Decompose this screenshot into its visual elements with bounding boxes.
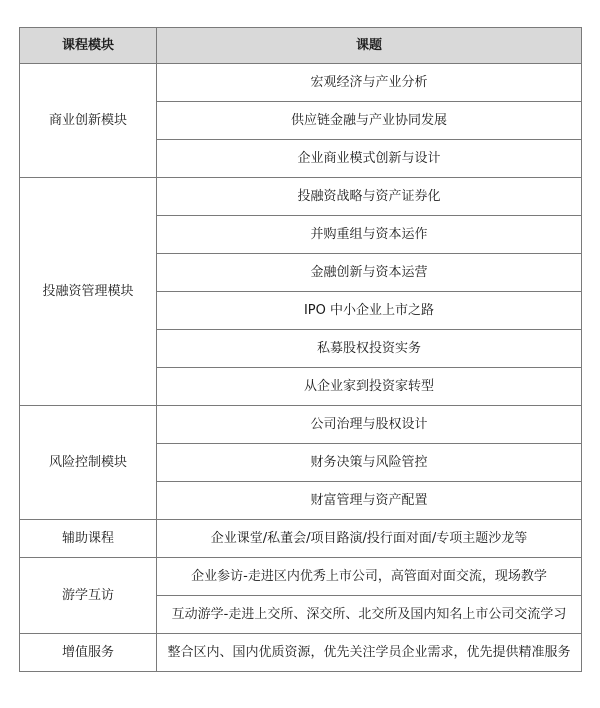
module-cell: 增值服务 (20, 634, 157, 672)
module-cell: 游学互访 (20, 558, 157, 634)
header-topic: 课题 (157, 28, 582, 64)
topic-cell: IPO 中小企业上市之路 (157, 292, 582, 330)
topic-cell: 并购重组与资本运作 (157, 216, 582, 254)
topic-cell: 金融创新与资本运营 (157, 254, 582, 292)
topic-cell: 企业参访-走进区内优秀上市公司，高管面对面交流，现场教学 (157, 558, 582, 596)
topic-cell: 投融资战略与资产证券化 (157, 178, 582, 216)
topic-cell: 私募股权投资实务 (157, 330, 582, 368)
header-row (20, 28, 582, 64)
table-row (20, 520, 582, 558)
module-cell: 风险控制模块 (20, 406, 157, 520)
topic-cell: 供应链金融与产业协同发展 (157, 102, 582, 140)
table-row (20, 406, 582, 444)
module-cell: 辅助课程 (20, 520, 157, 558)
topic-cell: 公司治理与股权设计 (157, 406, 582, 444)
topic-cell: 从企业家到投资家转型 (157, 368, 582, 406)
topic-cell: 整合区内、国内优质资源，优先关注学员企业需求，优先提供精准服务 (157, 634, 582, 672)
module-cell: 商业创新模块 (20, 64, 157, 178)
topic-cell: 财富管理与资产配置 (157, 482, 582, 520)
table-row (20, 178, 582, 216)
topic-cell: 宏观经济与产业分析 (157, 64, 582, 102)
topic-cell: 财务决策与风险管控 (157, 444, 582, 482)
topic-cell: 企业课堂/私董会/项目路演/投行面对面/专项主题沙龙等 (157, 520, 582, 558)
table-row (20, 558, 582, 596)
topic-cell: 企业商业模式创新与设计 (157, 140, 582, 178)
table-row (20, 634, 582, 672)
topic-cell: 互动游学-走进上交所、深交所、北交所及国内知名上市公司交流学习 (157, 596, 582, 634)
table-row (20, 64, 582, 102)
header-module: 课程模块 (20, 28, 157, 64)
course-table (19, 27, 582, 672)
module-cell: 投融资管理模块 (20, 178, 157, 406)
